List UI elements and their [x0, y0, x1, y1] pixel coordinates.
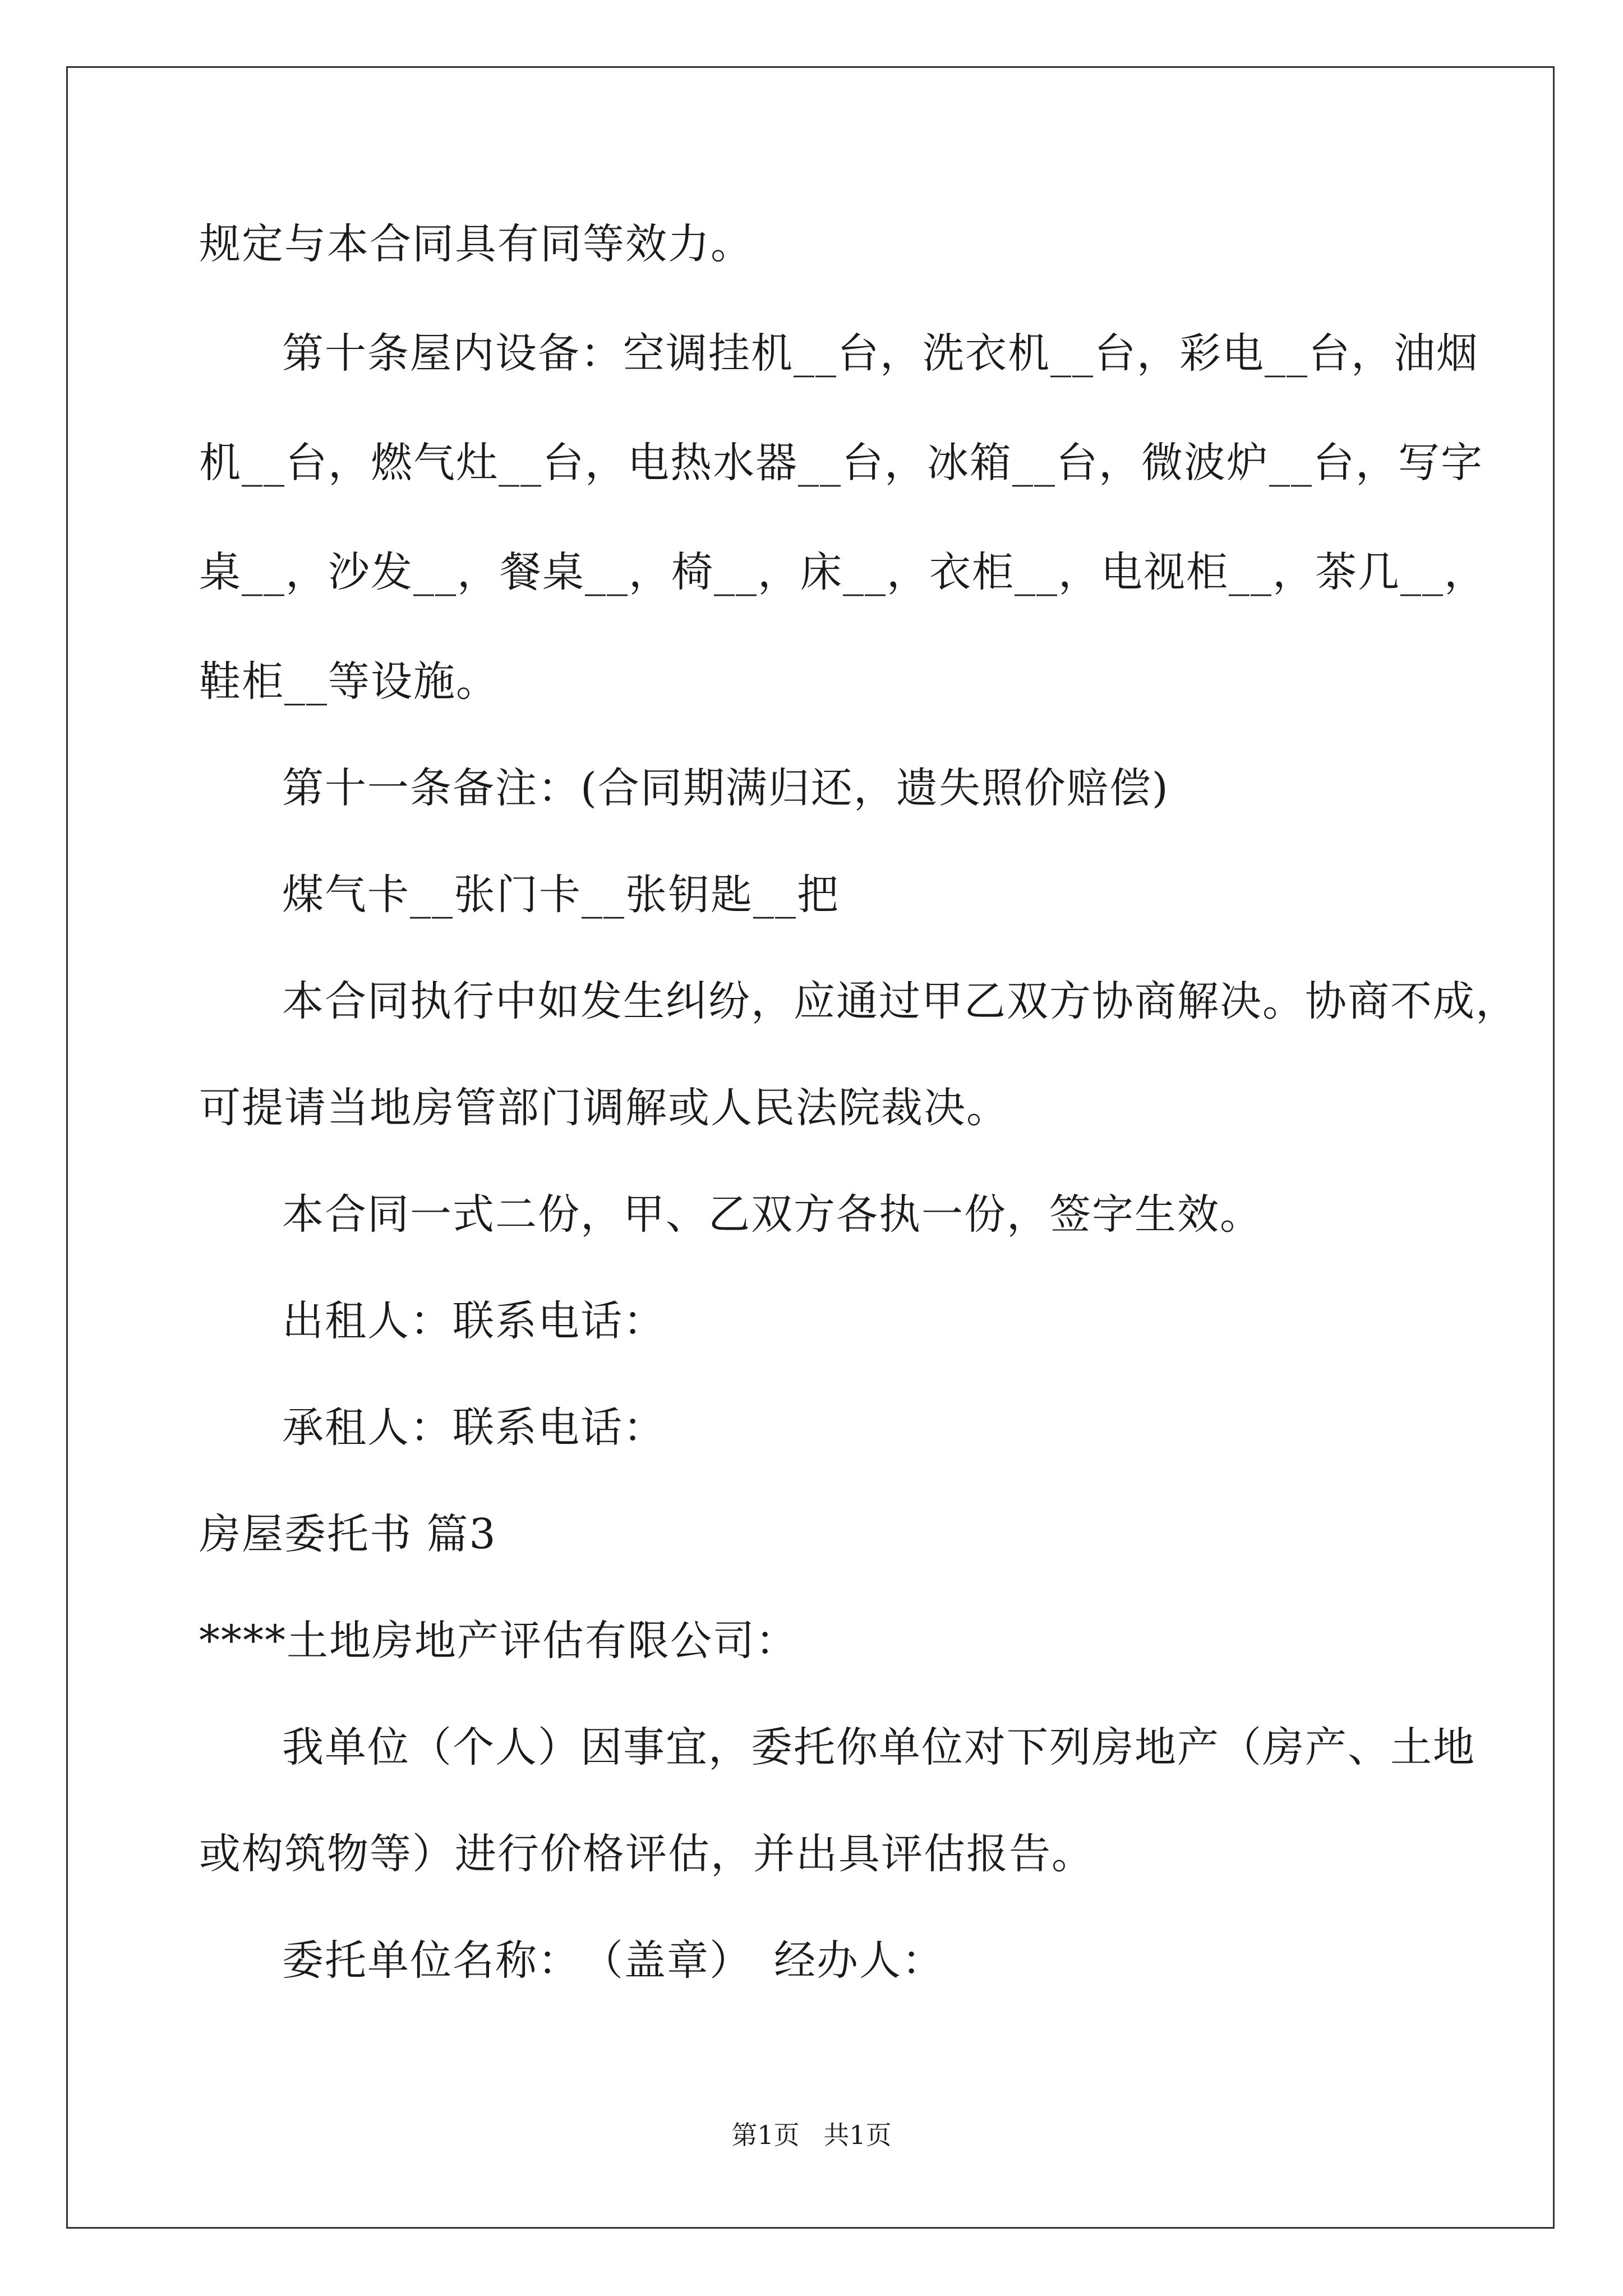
- text-line: 我单位（个人）因事宜，委托你单位对下列房地产（房产、土地: [282, 1723, 1476, 1772]
- addressee-line: ****土地房地产评估有限公司：: [199, 1617, 798, 1665]
- text-line: 出租人：联系电话：: [282, 1297, 666, 1345]
- text-line: 规定与本合同具有同等效力。: [199, 220, 753, 268]
- section-heading: 房屋委托书 篇3: [199, 1510, 497, 1558]
- page-total: 共1页: [823, 2120, 892, 2150]
- text-line: 本合同执行中如发生纠纷，应通过甲乙双方协商解决。协商不成，: [282, 977, 1518, 1025]
- text-line: 鞋柜__等设施。: [199, 657, 499, 706]
- page-footer: [0, 2118, 1623, 2152]
- text-line: 第十一条备注：(合同期满归还，遗失照价赔偿): [282, 764, 1169, 812]
- text-line: 或构筑物等）进行价格评估，并出具评估报告。: [199, 1830, 1094, 1878]
- text-line: 本合同一式二份，甲、乙双方各执一份，签字生效。: [282, 1190, 1262, 1239]
- text-line: 机__台，燃气灶__台，电热水器__台，冰箱__台，微波炉__台，写字: [199, 439, 1483, 487]
- page-border: [66, 66, 1555, 2229]
- text-line: 承租人：联系电话：: [282, 1404, 666, 1452]
- text-line: 第十条屋内设备：空调挂机__台，洗衣机__台，彩电__台，油烟: [282, 329, 1479, 378]
- text-line: 委托单位名称： （盖章） 经办人：: [282, 1936, 944, 1985]
- text-line: 可提请当地房管部门调解或人民法院裁决。: [199, 1084, 1009, 1132]
- page-number: 第1页: [731, 2120, 800, 2150]
- text-line: 煤气卡__张门卡__张钥匙__把: [282, 871, 840, 919]
- text-line: 桌__，沙发__，餐桌__，椅__，床__，衣柜__，电视柜__，茶几__，: [199, 548, 1487, 596]
